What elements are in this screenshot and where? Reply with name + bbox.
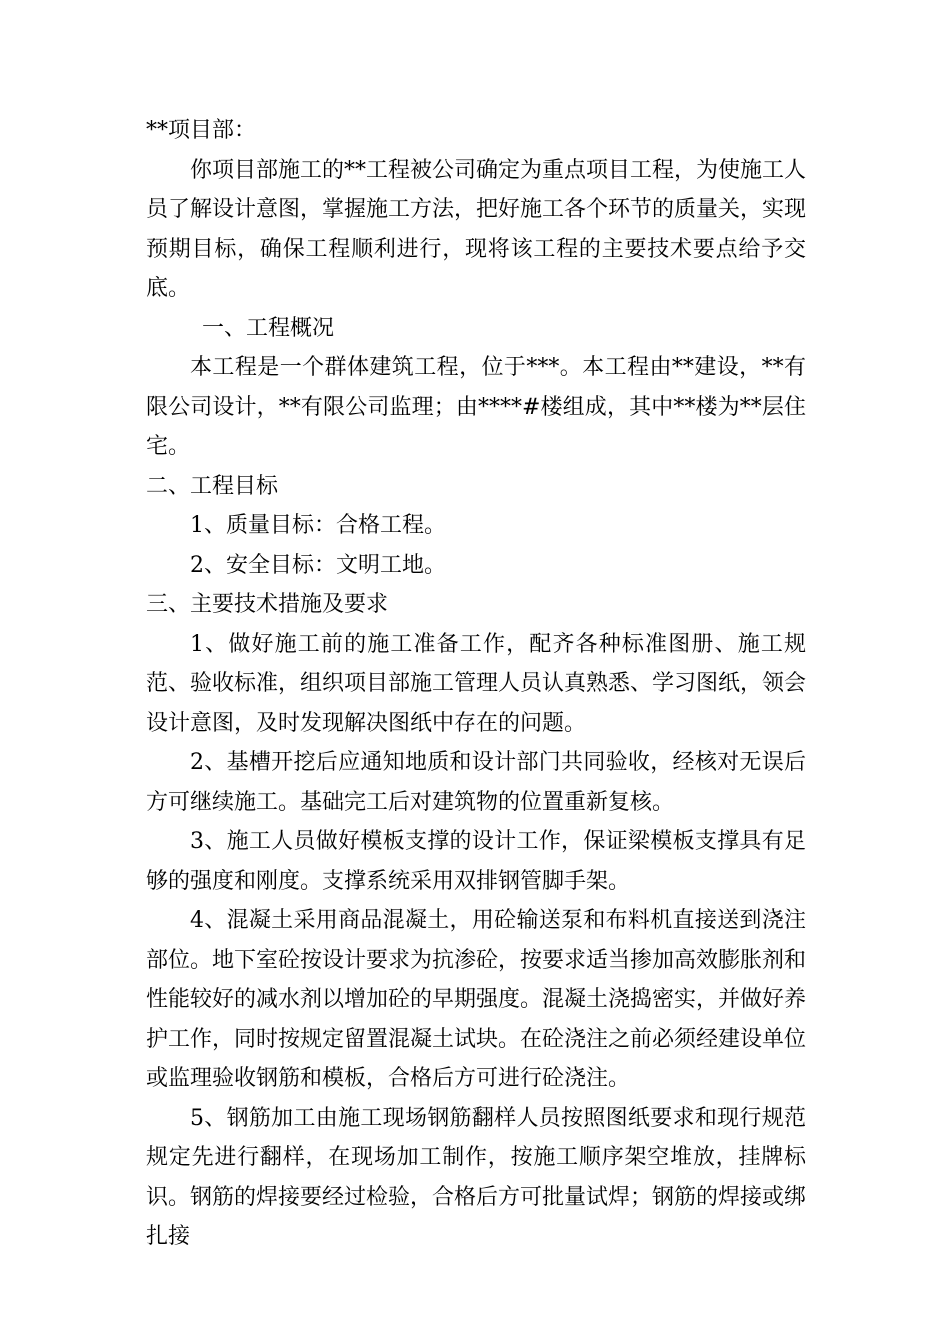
section3-item-2: 2、基槽开挖后应通知地质和设计部门共同验收，经核对无误后方可继续施工。基础完工后对建筑物的位置重新复核。 bbox=[146, 750, 806, 815]
section1-heading: 一、工程概况 bbox=[202, 315, 335, 341]
document-page bbox=[146, 111, 806, 1257]
section3-item-4: 4、混凝土采用商品混凝土，用砼输送泵和布料机直接送到浇注部位。地下室砼按设计要求为抗渗砼，按要求适当掺加高效膨胀剂和性能较好的减水剂以增加砼的早期强度。混凝土浇捣密实，并做好养护工作，同时按规定留置混凝土试块。在砼浇注之前必须经建设单位或监理验收钢筋和模板，合格后方可进行砼浇注。 bbox=[146, 908, 807, 1091]
section1-body: 本工程是一个群体建筑工程，位于***。本工程由**建设，**有限公司设计，**有限公司监理；由****#楼组成，其中**楼为**层住宅。 bbox=[146, 355, 806, 459]
section2-item-safety: 2、安全目标：文明工地。 bbox=[190, 552, 446, 578]
section2-item-quality: 1、质量目标：合格工程。 bbox=[190, 513, 446, 538]
section2-heading: 二、工程目标 bbox=[146, 473, 279, 499]
section3-item-1: 1、做好施工前的施工准备工作，配齐各种标准图册、施工规范、验收标准，组织项目部施工管理人员认真熟悉、学习图纸，领会设计意图，及时发现解决图纸中存在的问题。 bbox=[146, 631, 807, 736]
section3-heading: 三、主要技术措施及要求 bbox=[146, 592, 389, 617]
salutation: **项目部： bbox=[146, 118, 257, 143]
section3-item-3: 3、施工人员做好模板支撑的设计工作，保证梁模板支撑具有足够的强度和刚度。支撑系统采用双排钢管脚手架。 bbox=[146, 829, 806, 894]
intro-paragraph: 你项目部施工的**工程被公司确定为重点项目工程，为使施工人员了解设计意图，掌握施工方法，把好施工各个环节的质量关，实现预期目标，确保工程顺利进行，现将该工程的主要技术要点给予交底。 bbox=[146, 157, 807, 301]
section3-item-5: 5、钢筋加工由施工现场钢筋翻样人员按照图纸要求和现行规范规定先进行翻样，在现场加工制作，按施工顺序架空堆放，挂牌标识。钢筋的焊接要经过检验，合格后方可批量试焊；钢筋的焊接或绑扎接 bbox=[146, 1105, 807, 1249]
